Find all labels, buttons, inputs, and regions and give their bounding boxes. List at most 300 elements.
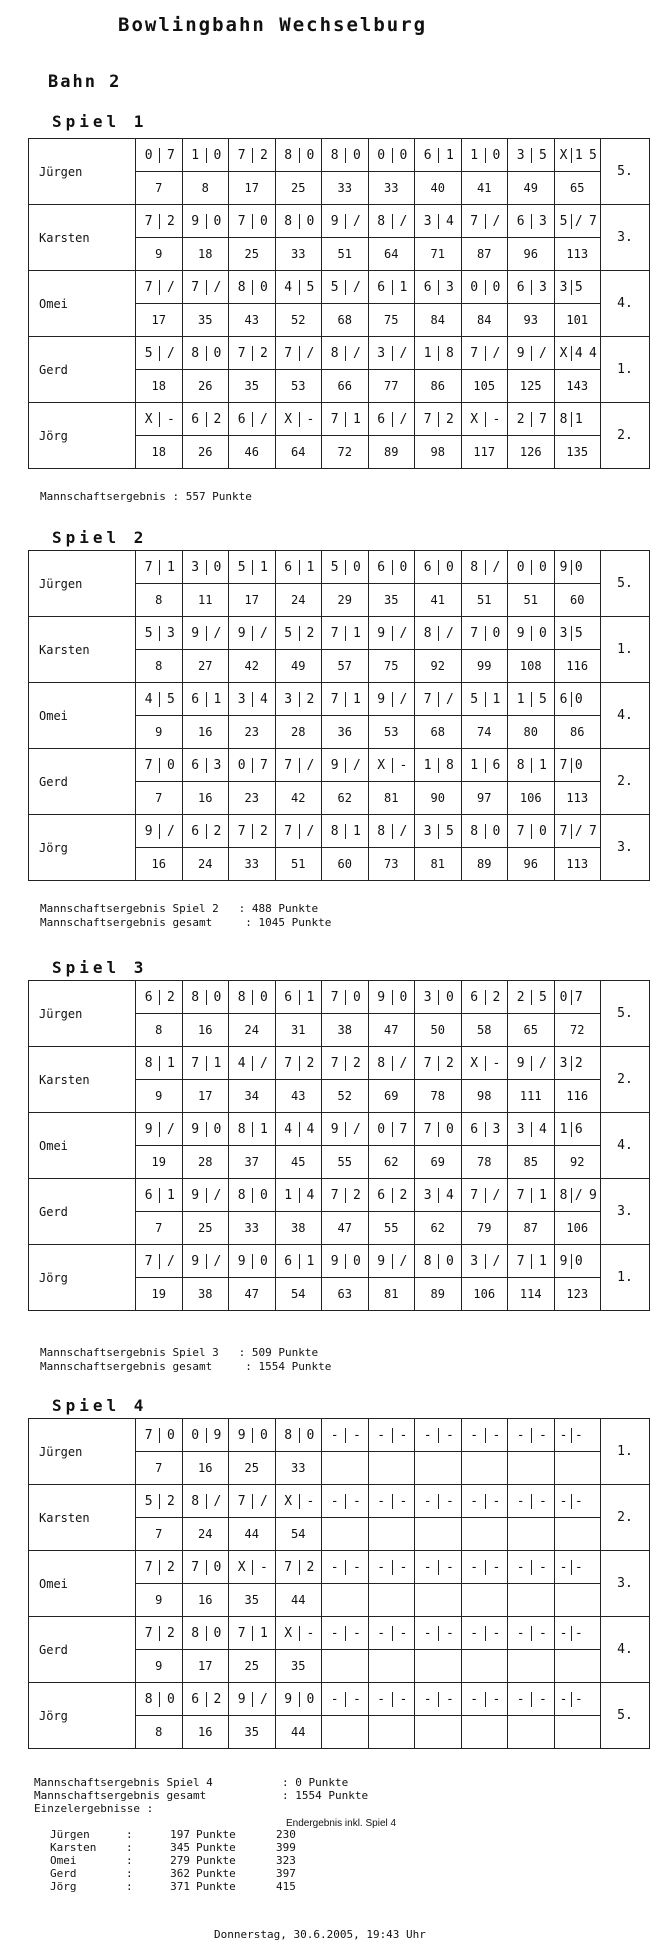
player-rank: 1. [601,1245,650,1311]
frame-total: 33 [275,238,322,271]
throw-mark: 7 [231,1626,253,1641]
throw-mark: X [464,1056,486,1071]
throw-mark: / [352,757,361,773]
throw-mark: 8 [510,758,532,773]
frame-total: 46 [229,436,276,469]
frame-throws [229,683,276,716]
frame-total: 51 [461,584,508,617]
frame-total: 16 [182,716,229,749]
throw-mark: 0 [538,559,547,575]
throw-mark: 7 [138,1626,160,1641]
throw-mark: X [278,412,300,427]
throw-mark: 8 [557,1188,572,1203]
frame-throws [229,271,276,304]
throw-mark: - [492,1055,501,1071]
throw-mark: 9 [510,626,532,641]
frame-total: 43 [229,304,276,337]
frame-total: 33 [229,1212,276,1245]
individual-name: Jürgen [50,1828,90,1841]
throw-mark: 1 [166,559,175,575]
throw-mark: - [492,1691,501,1707]
frame-throws [461,1047,508,1080]
throws-row [29,139,650,172]
throw-mark: 6 [185,412,207,427]
frame-throws [415,337,462,370]
frame-throws [368,1245,415,1278]
throw-mark: 9 [510,1056,532,1071]
throw-mark: 6 [185,758,207,773]
throw-mark: 7 [278,346,300,361]
frame-total: 114 [508,1278,555,1311]
frame-throws [554,403,601,436]
frame-throws [322,1047,369,1080]
frame-total: 43 [275,1080,322,1113]
player-name: Gerd [29,1179,136,1245]
frame-throws [136,205,183,238]
throw-mark: / [166,823,175,839]
throw-mark: 9 [185,626,207,641]
frame-total: 16 [182,1452,229,1485]
throw-mark: 9 [231,626,253,641]
frame-throws [136,617,183,650]
player-name: Karsten [29,205,136,271]
throw-mark: 6 [371,280,393,295]
frame-throws [136,1683,183,1716]
frame-total: 62 [368,1146,415,1179]
frame-throws [461,749,508,782]
frame-total: 73 [368,848,415,881]
player-rank: 3. [601,815,650,881]
frame-total: 53 [368,716,415,749]
frame-total: 40 [415,172,462,205]
frame-throws [461,1419,508,1452]
throw-mark: 9 [213,1427,222,1443]
frame-total [508,1452,555,1485]
throw-mark: / [213,279,222,295]
frame-throws [415,683,462,716]
frame-total [461,1584,508,1617]
individual-end-result: 230 [276,1828,296,1841]
throw-mark: 6 [278,990,300,1005]
frame-total: 113 [554,782,601,815]
throw-mark: 0 [259,989,268,1005]
frame-throws [554,1113,601,1146]
frame-throws [368,1179,415,1212]
throw-mark: 1 [306,559,315,575]
team-result [40,1346,331,1374]
throw-mark: - [352,1427,361,1443]
throw-mark: 8 [371,824,393,839]
frame-throws [415,1179,462,1212]
frame-throws [415,617,462,650]
frame-total: 41 [461,172,508,205]
throw-mark: - [445,1559,454,1575]
frame-throws [182,1551,229,1584]
throw-mark: 0 [445,1121,454,1137]
frame-total: 35 [182,304,229,337]
frame-throws [368,749,415,782]
throws-row [29,683,650,716]
player-name: Jörg [29,403,136,469]
throw-mark: - [510,1692,532,1707]
frame-total: 58 [461,1014,508,1047]
throw-mark: 5 [278,626,300,641]
throw-mark: 9 [557,560,572,575]
frame-total: 75 [368,650,415,683]
throw-mark: 1 [417,346,439,361]
throw-mark: 1 [352,411,361,427]
throw-mark: 7 [166,147,175,163]
throw-mark: - [324,1692,346,1707]
frame-total: 25 [275,172,322,205]
throw-mark: X [231,1560,253,1575]
throw-mark: - [574,1427,583,1443]
frame-total [461,1650,508,1683]
frame-total: 68 [415,716,462,749]
frame-total: 65 [554,172,601,205]
throw-mark: 7 [324,1188,346,1203]
frame-throws [461,815,508,848]
frame-throws [275,1551,322,1584]
frame-throws [322,551,369,584]
throw-mark: - [557,1560,572,1575]
frame-throws [322,1245,369,1278]
throw-mark: 8 [185,346,207,361]
frame-total: 92 [415,650,462,683]
throw-mark: 4 [278,280,300,295]
frame-total: 55 [322,1146,369,1179]
frame-throws [368,337,415,370]
throw-mark: 0 [259,1253,268,1269]
individual-end-result: 323 [276,1854,296,1867]
individual-points: 371 [170,1880,190,1893]
frame-throws [229,1485,276,1518]
throw-mark: 8 [324,148,346,163]
frame-total [415,1518,462,1551]
frame-throws [229,1179,276,1212]
throw-mark: 7 [557,758,572,773]
throw-mark: X [464,412,486,427]
throw-mark: 9 [510,346,532,361]
throw-mark: / [166,279,175,295]
throw-mark: 0 [231,758,253,773]
throw-mark: 7 [259,757,268,773]
throw-mark: / [492,1187,501,1203]
throw-mark: 9 [231,1254,253,1269]
frame-total: 19 [136,1278,183,1311]
throws-row [29,617,650,650]
frame-total: 38 [182,1278,229,1311]
throw-mark: - [510,1560,532,1575]
frame-throws [461,1179,508,1212]
points-unit: Punkte [196,1880,236,1893]
throw-mark: / [306,823,315,839]
throw-mark: 7 [185,280,207,295]
throw-mark: - [574,1493,583,1509]
frame-throws [554,1179,601,1212]
frame-throws [275,1617,322,1650]
frame-throws [136,815,183,848]
frame-throws [275,749,322,782]
throw-mark: 2 [574,1055,583,1071]
individual-points: 345 [170,1841,190,1854]
throw-mark: 8 [464,560,486,575]
frame-total: 24 [229,1014,276,1047]
frame-throws [368,1683,415,1716]
throw-mark: - [417,1494,439,1509]
throw-mark: 3 [417,824,439,839]
frame-total: 9 [136,1080,183,1113]
player-name: Jörg [29,1245,136,1311]
frame-total: 25 [229,1650,276,1683]
individual-points: 279 [170,1854,190,1867]
frame-throws [461,1113,508,1146]
frame-total: 54 [275,1518,322,1551]
frame-throws [461,1683,508,1716]
throw-mark: 0 [352,559,361,575]
frame-total: 18 [182,238,229,271]
frame-throws [182,617,229,650]
throw-mark: - [574,1559,583,1575]
throw-mark: 6 [185,692,207,707]
throw-mark: - [417,1626,439,1641]
frame-throws [275,1419,322,1452]
frame-throws [322,271,369,304]
frame-throws [554,981,601,1014]
throw-mark: - [324,1626,346,1641]
frame-throws [508,1485,555,1518]
throw-mark: 0 [557,990,572,1005]
frame-throws [415,1683,462,1716]
frame-total [368,1452,415,1485]
throw-mark: 4 [445,213,454,229]
frame-total: 8 [136,1014,183,1047]
frame-throws [415,205,462,238]
throw-mark: 7 [138,758,160,773]
frame-throws [182,683,229,716]
throw-mark: 1 [574,411,583,427]
throw-mark: 4 [306,1187,315,1203]
frame-total: 7 [136,1452,183,1485]
frame-total: 44 [229,1518,276,1551]
frame-total: 116 [554,650,601,683]
frame-throws [136,749,183,782]
frame-total: 116 [554,1080,601,1113]
throw-mark: 3 [557,626,572,641]
frame-total [554,1650,601,1683]
throw-mark: 9 [589,1187,597,1203]
throw-mark: - [492,411,501,427]
throw-mark: 9 [324,1254,346,1269]
frame-throws [322,749,369,782]
frame-total: 65 [508,1014,555,1047]
frame-total: 47 [368,1014,415,1047]
throw-mark: 9 [231,1692,253,1707]
frame-throws [554,1617,601,1650]
player-rank: 5. [601,1683,650,1749]
frame-throws [322,815,369,848]
throw-mark: / [259,625,268,641]
frame-total: 17 [229,172,276,205]
throw-mark: 0 [492,823,501,839]
throw-mark: 7 [185,1056,207,1071]
throw-mark: 6 [371,1188,393,1203]
team-result [40,490,252,504]
throw-mark: 9 [371,692,393,707]
throw-mark: 0 [510,560,532,575]
throw-mark: 2 [510,990,532,1005]
frame-throws [182,1113,229,1146]
frame-throws [229,815,276,848]
frame-throws [136,337,183,370]
final-summary [34,1776,368,1815]
throw-mark: - [574,1625,583,1641]
frame-total: 51 [275,848,322,881]
throw-mark: - [538,1691,547,1707]
frame-total: 125 [508,370,555,403]
game-heading: Spiel 4 [52,1396,148,1415]
throw-mark: 6 [185,1692,207,1707]
frame-total: 26 [182,436,229,469]
frame-throws [275,551,322,584]
throw-mark: 7 [278,1560,300,1575]
frame-throws [508,205,555,238]
throw-mark: - [371,1692,393,1707]
throw-mark: / [213,1187,222,1203]
throws-row [29,403,650,436]
throw-mark: 0 [213,345,222,361]
throw-mark: 0 [538,823,547,839]
frame-total: 79 [461,1212,508,1245]
frame-total: 16 [182,1584,229,1617]
throw-mark: / [399,1253,408,1269]
team-result-line: Mannschaftsergebnis Spiel 2 : 488 Punkte [40,902,319,915]
frame-throws [461,1551,508,1584]
frame-throws [322,1485,369,1518]
throw-mark: 5 [557,214,572,229]
frame-total: 9 [136,716,183,749]
frame-total: 69 [368,1080,415,1113]
throw-mark: 0 [213,989,222,1005]
frame-total: 89 [461,848,508,881]
throw-mark: - [306,411,315,427]
frame-total: 37 [229,1146,276,1179]
throw-mark: - [417,1428,439,1443]
frame-total: 38 [275,1212,322,1245]
throw-mark: / [492,213,501,229]
throw-mark: 8 [185,1626,207,1641]
frame-total: 16 [136,848,183,881]
frame-total: 9 [136,1584,183,1617]
throw-mark: 7 [510,824,532,839]
throw-mark: 7 [138,280,160,295]
player-rank: 3. [601,1179,650,1245]
throw-mark: 7 [231,148,253,163]
throw-mark: - [557,1692,572,1707]
frame-total: 63 [322,1278,369,1311]
throw-mark: 7 [464,626,486,641]
throw-mark: - [538,1493,547,1509]
throw-mark: 9 [185,1188,207,1203]
frame-throws [275,1485,322,1518]
throw-mark: - [399,1427,408,1443]
throws-row [29,981,650,1014]
throw-mark: / [574,823,583,839]
frame-throws [368,1419,415,1452]
throw-mark: 1 [213,691,222,707]
frame-total: 81 [368,782,415,815]
frame-total: 16 [182,1716,229,1749]
frame-total: 97 [461,782,508,815]
throw-mark: 0 [213,1625,222,1641]
throw-mark: X [557,346,572,361]
throw-mark: 7 [538,411,547,427]
frame-total: 8 [136,584,183,617]
score-table [28,550,650,881]
frame-throws [136,1485,183,1518]
throw-mark: / [259,1691,268,1707]
throw-mark: 9 [185,1122,207,1137]
throw-mark: 7 [278,824,300,839]
frame-throws [415,815,462,848]
throw-mark: X [278,1626,300,1641]
frame-total: 105 [461,370,508,403]
individual-name: Gerd [50,1867,77,1880]
throw-mark: 9 [278,1692,300,1707]
frame-total: 86 [415,370,462,403]
throw-mark: 2 [213,1691,222,1707]
frame-throws [275,1113,322,1146]
frame-throws [322,1179,369,1212]
frame-throws [136,551,183,584]
frame-throws [461,1245,508,1278]
throw-mark: 0 [259,213,268,229]
throw-mark: 2 [492,989,501,1005]
throw-mark: - [371,1626,393,1641]
score-table [28,980,650,1311]
frame-throws [368,271,415,304]
throw-mark: 3 [417,990,439,1005]
throw-mark: / [538,1055,547,1071]
throw-mark: 7 [138,1560,160,1575]
frame-throws [229,617,276,650]
frame-total: 11 [182,584,229,617]
throw-mark: 1 [306,989,315,1005]
throw-mark: 0 [306,1691,315,1707]
frame-total: 71 [415,238,462,271]
frame-total: 92 [554,1146,601,1179]
throw-mark: 3 [278,692,300,707]
throws-row [29,1419,650,1452]
throw-mark: 1 [278,1188,300,1203]
throw-mark: / [574,213,583,229]
frame-throws [415,403,462,436]
frame-total: 117 [461,436,508,469]
throw-mark: / [445,625,454,641]
frame-throws [554,271,601,304]
throw-mark: 3 [185,560,207,575]
frame-throws [136,1617,183,1650]
throw-mark: 5 [574,279,583,295]
frame-total: 18 [136,370,183,403]
frame-total: 60 [322,848,369,881]
frame-total: 54 [275,1278,322,1311]
frame-total [322,1650,369,1683]
frame-throws [182,403,229,436]
throw-mark: 5 [138,346,160,361]
frame-total: 41 [415,584,462,617]
frame-throws [554,1245,601,1278]
